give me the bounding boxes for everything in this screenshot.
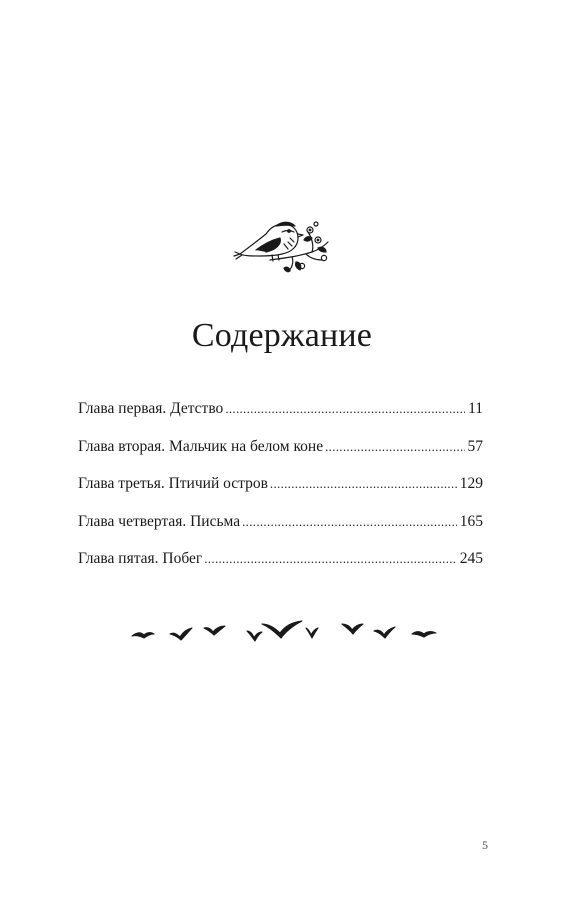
- toc-entry-title: Глава вторая. Мальчик на белом коне: [78, 437, 324, 455]
- toc-leader-dots: [242, 512, 457, 532]
- toc-entry-page: 11: [468, 400, 483, 417]
- flying-birds-icon: [130, 612, 440, 646]
- toc-leader-dots: [270, 474, 457, 494]
- bird-on-branch-icon: [232, 210, 332, 276]
- toc-entry-page: 245: [459, 550, 483, 568]
- toc-entry-title: Глава четвертая. Письма: [78, 512, 241, 530]
- toc-leader-dots: [325, 437, 464, 457]
- page-number: 5: [482, 838, 488, 852]
- toc-entry: [78, 437, 483, 475]
- toc-leader-dots: [225, 399, 465, 419]
- toc-entry-title: Глава пятая. Побег: [78, 550, 203, 568]
- table-of-contents: [78, 399, 483, 587]
- toc-entry: [78, 474, 483, 512]
- toc-entry: [78, 399, 483, 437]
- toc-entry-title: Глава первая. Детство: [78, 400, 224, 417]
- toc-entry-title: Глава третья. Птичий остров: [78, 475, 268, 493]
- toc-entry: [78, 512, 483, 550]
- toc-entry-page: 57: [467, 437, 483, 455]
- toc-leader-dots: [204, 549, 456, 569]
- toc-entry-page: 165: [459, 512, 483, 530]
- page-title: Содержание: [191, 317, 373, 354]
- toc-entry-page: 129: [459, 475, 483, 493]
- toc-entry: [78, 549, 483, 587]
